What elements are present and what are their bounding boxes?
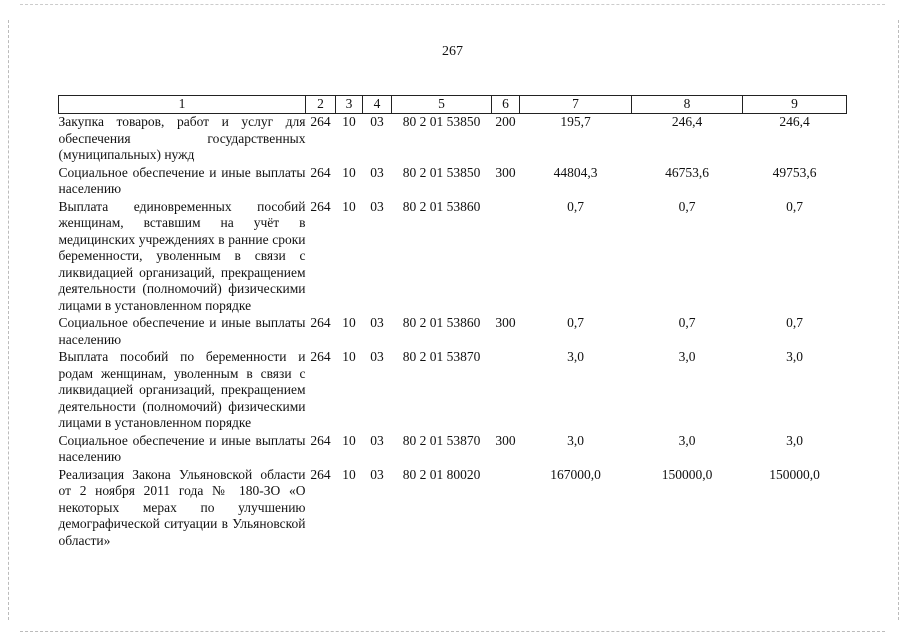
- row-code-5: 80 2 01 53860: [402, 198, 481, 214]
- row-code-6: [492, 199, 520, 316]
- header-cell: 6: [492, 96, 520, 114]
- scan-edge-top: [20, 4, 885, 5]
- row-code-6: [492, 349, 520, 433]
- row-amount-7: 0,7: [567, 198, 584, 214]
- row-amount-8: 3,0: [678, 432, 696, 448]
- row-amount-7: 44804,3: [553, 164, 598, 180]
- row-code-4: 03: [370, 164, 384, 180]
- row-name: Социальное обеспечение и иные выплаты населению: [58, 432, 306, 464]
- row-name: Выплата пособий по беременности и родам женщинам, уволенным в связи с ликвидацией организаций, прекращением деятельности (полномочий) физическими лицами в установленном порядке: [58, 349, 306, 430]
- row-code-4: 03: [370, 315, 384, 330]
- header-cell: 3: [336, 96, 363, 114]
- row-amount-9: 49753,6: [772, 164, 817, 180]
- row-code-3: 10: [342, 198, 356, 214]
- row-code-3: 10: [342, 164, 356, 180]
- scan-edge-left: [8, 20, 9, 620]
- row-code-5: 80 2 01 80020: [402, 466, 481, 482]
- row-amount-9: 3,0: [786, 349, 803, 364]
- row-code-2: 264: [310, 114, 331, 129]
- row-code-2: 264: [310, 198, 331, 214]
- row-code-4: 03: [370, 466, 384, 482]
- row-amount-8: 0,7: [678, 198, 696, 214]
- row-code-5: 80 2 01 53850: [402, 164, 481, 180]
- row-code-3: 10: [342, 466, 356, 482]
- row-code-4: 03: [370, 432, 384, 448]
- scan-edge-bottom: [20, 631, 885, 632]
- header-cell: 2: [306, 96, 336, 114]
- page-number: 267: [442, 44, 463, 59]
- row-amount-8: 46753,6: [665, 164, 709, 180]
- row-code-2: 264: [310, 466, 331, 482]
- row-amount-7: 3,0: [567, 349, 584, 364]
- budget-table: [58, 95, 847, 550]
- row-code-5: 80 2 01 53850: [402, 114, 481, 129]
- row-amount-9: 3,0: [786, 432, 803, 448]
- row-amount-7: 0,7: [567, 315, 584, 330]
- row-code-3: 10: [342, 315, 356, 330]
- row-code-6: 300: [495, 315, 516, 330]
- row-code-6: 300: [495, 164, 516, 180]
- row-code-3: 10: [342, 114, 356, 129]
- row-name: Реализация Закона Ульяновской области от 2 ноября 2011 года № 180-ЗО «О некоторых мерах по улучшению демографической ситуации в Ульяновской области»: [58, 466, 306, 548]
- row-code-4: 03: [370, 349, 384, 364]
- row-amount-9: 150000,0: [769, 466, 820, 482]
- row-name: Социальное обеспечение и иные выплаты населению: [58, 315, 306, 347]
- header-cell: 1: [59, 96, 306, 114]
- row-amount-7: 167000,0: [550, 466, 601, 482]
- row-code-3: 10: [342, 349, 356, 364]
- row-code-6: [492, 467, 520, 551]
- table-row: [59, 114, 847, 165]
- header-cell: 8: [632, 96, 743, 114]
- row-code-2: 264: [310, 432, 331, 448]
- header-row: [59, 96, 847, 114]
- row-amount-7: 3,0: [567, 432, 584, 448]
- table-row: [59, 433, 847, 467]
- header-cell: 7: [520, 96, 632, 114]
- row-code-4: 03: [370, 114, 384, 129]
- row-amount-8: 150000,0: [661, 466, 713, 482]
- header-cell: 4: [363, 96, 392, 114]
- row-amount-9: 246,4: [779, 114, 810, 129]
- row-code-6: 300: [495, 432, 516, 448]
- row-name: Закупка товаров, работ и услуг для обеспечения государственных (муниципальных) нужд: [58, 114, 306, 162]
- row-amount-8: 246,4: [671, 114, 703, 129]
- table-row: [59, 467, 847, 551]
- row-amount-7: 195,7: [560, 114, 591, 129]
- table-row: [59, 349, 847, 433]
- row-amount-9: 0,7: [786, 198, 803, 214]
- row-name: Выплата единовременных пособий женщинам, вставшим на учёт в медицинских учреждениях в ранние сроки беременности, уволенным в связи с ликвидацией организаций, прекращением деятельности (полномочий) физическими лицами в установленном порядке: [58, 198, 306, 313]
- row-amount-8: 3,0: [678, 349, 696, 364]
- row-name: Социальное обеспечение и иные выплаты населению: [58, 164, 306, 196]
- row-amount-9: 0,7: [786, 315, 803, 330]
- row-code-2: 264: [310, 315, 331, 330]
- header-cell: 9: [743, 96, 847, 114]
- row-code-4: 03: [370, 198, 384, 214]
- table-row: [59, 199, 847, 316]
- table-row: [59, 165, 847, 199]
- row-amount-8: 0,7: [678, 315, 696, 330]
- scan-edge-right: [898, 20, 899, 620]
- header-cell: 5: [392, 96, 492, 114]
- row-code-2: 264: [310, 349, 331, 364]
- row-code-5: 80 2 01 53870: [402, 432, 481, 448]
- row-code-5: 80 2 01 53870: [402, 349, 481, 364]
- row-code-3: 10: [342, 432, 356, 448]
- row-code-6: 200: [495, 114, 516, 129]
- row-code-5: 80 2 01 53860: [402, 315, 481, 330]
- row-code-2: 264: [310, 164, 331, 180]
- table-row: [59, 315, 847, 349]
